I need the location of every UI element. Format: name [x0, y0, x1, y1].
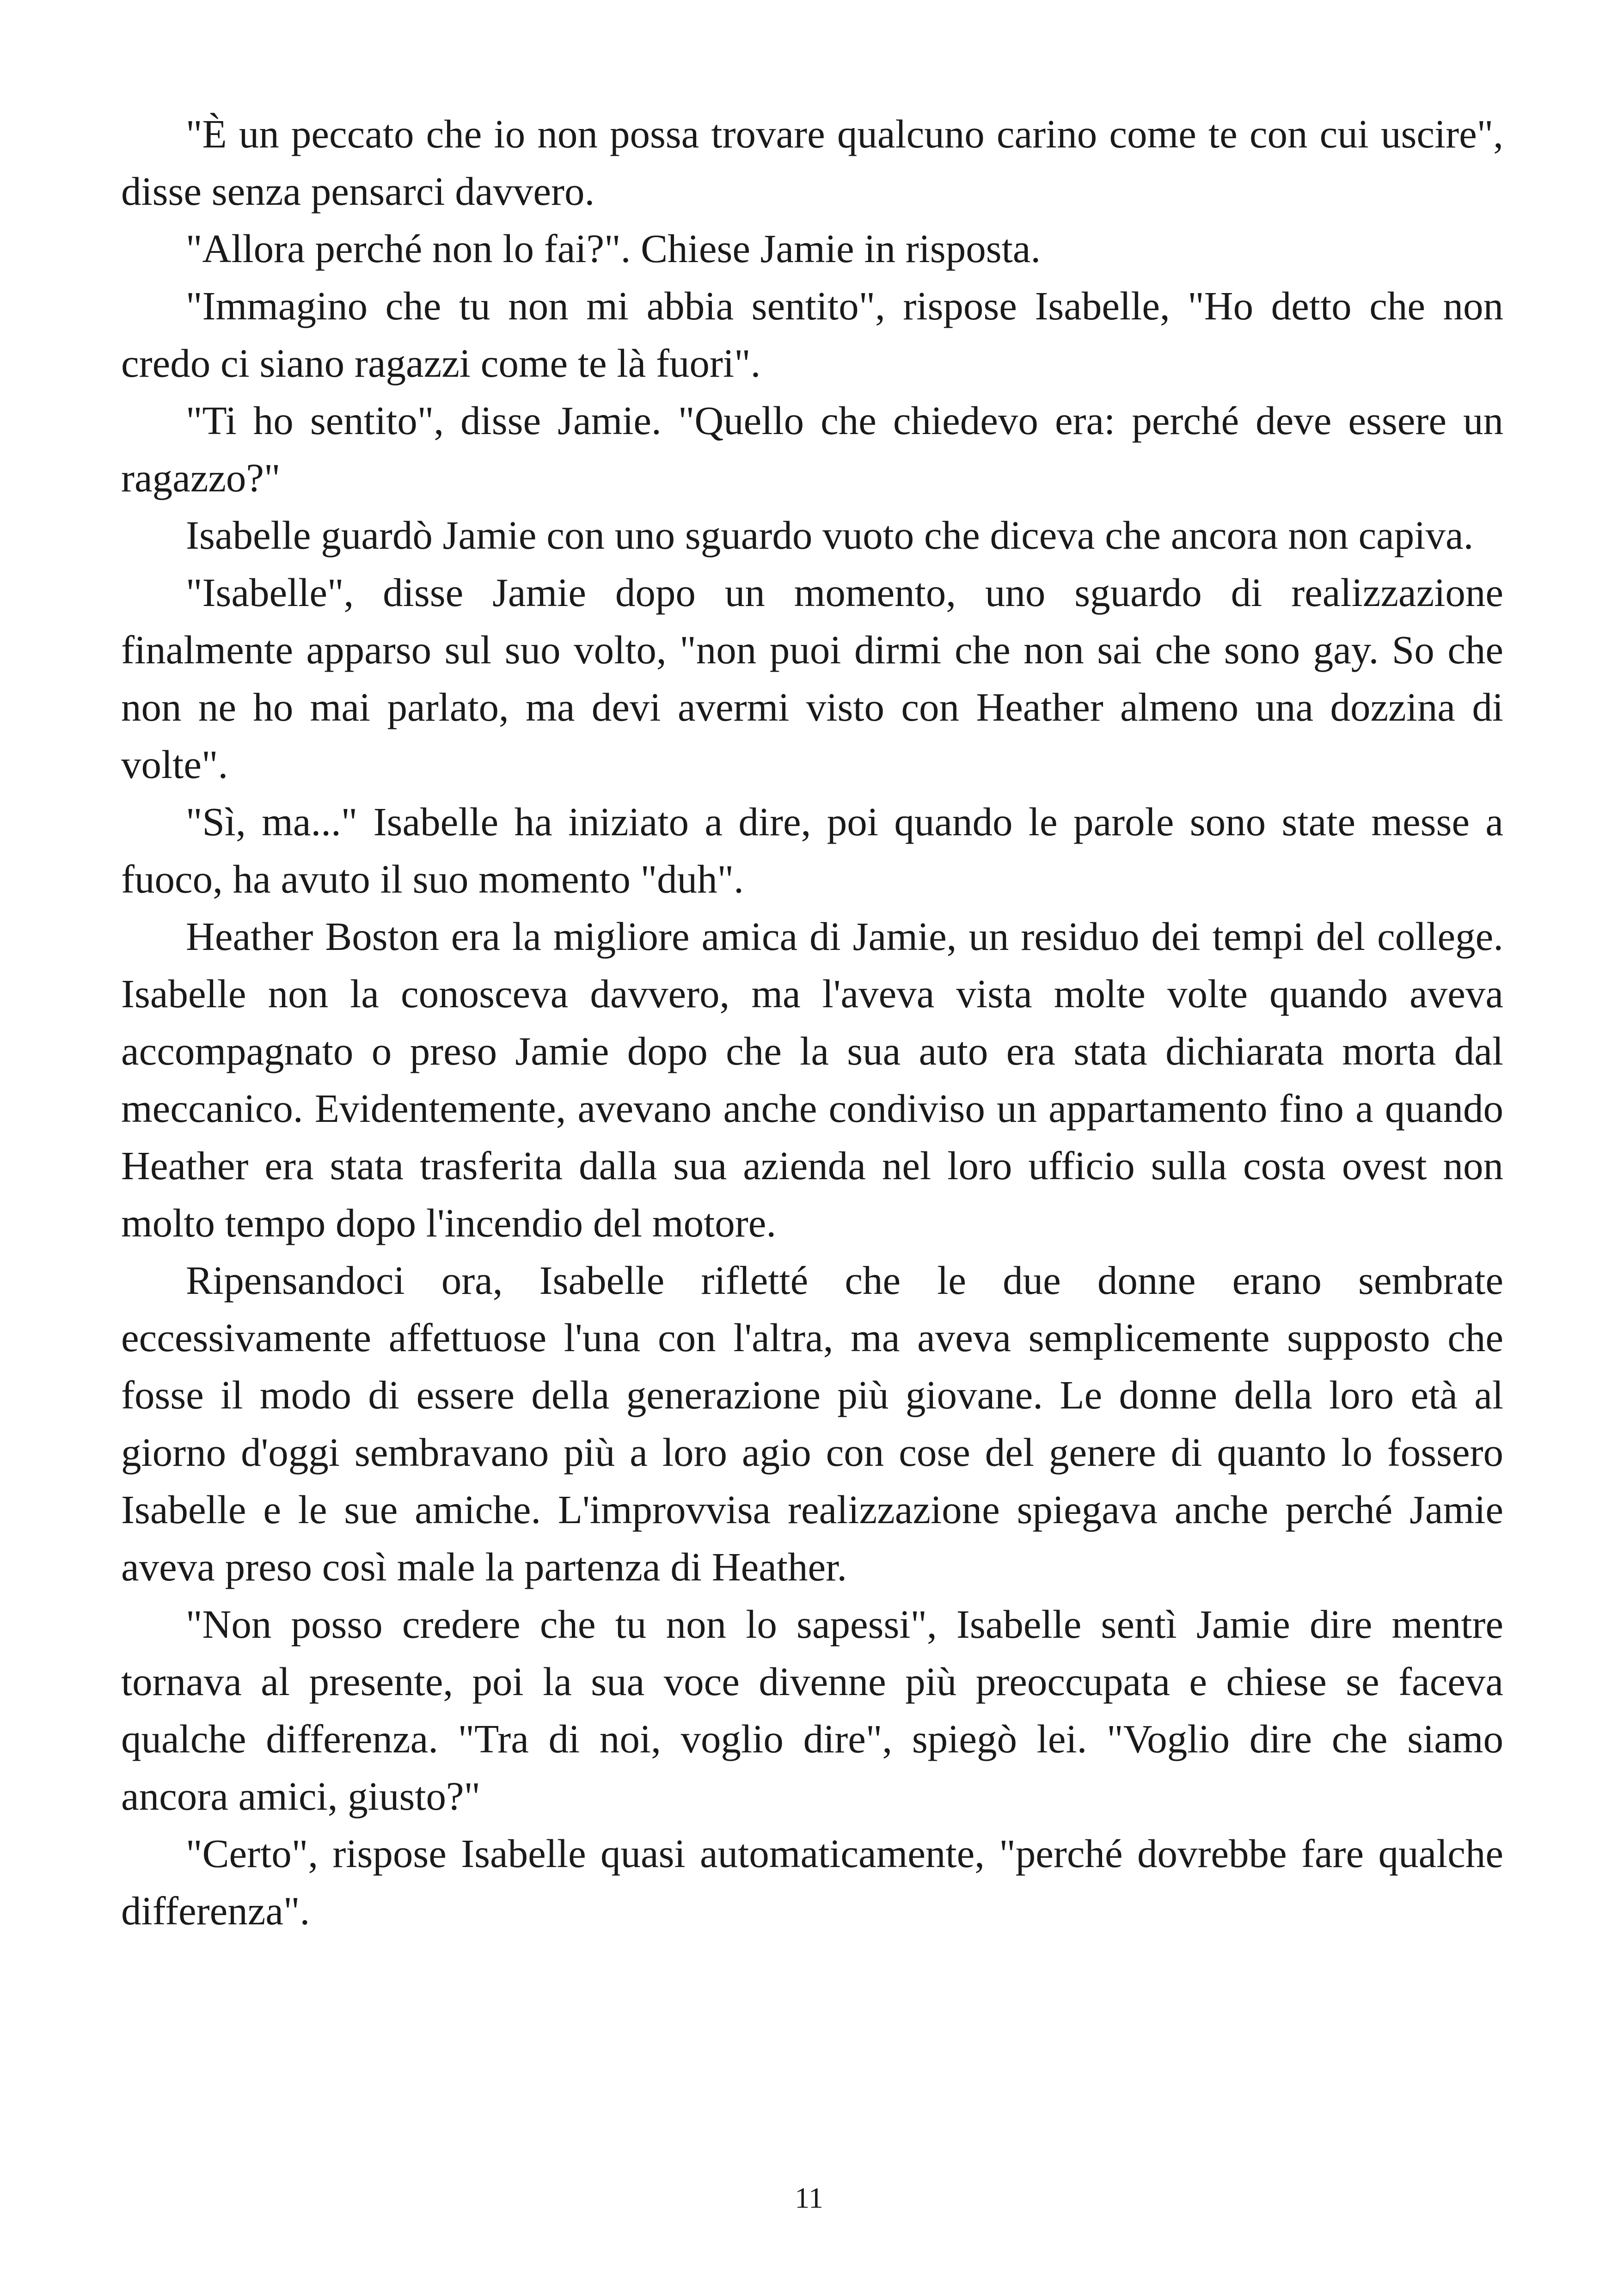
paragraph: "Ti ho sentito", disse Jamie. "Quello che chiedevo era: perché deve essere un ragazzo?" [121, 398, 1503, 500]
paragraph: Heather Boston era la migliore amica di Jamie, un residuo dei tempi del college. Isabelle non la conosceva davvero, ma l'aveva vista molte volte quando aveva accompagnato o preso Jamie dopo che la sua auto era stata dichiarata morta dal meccanico. Evidentemente, avevano anche condiviso un appartamento fino a quando Heather era stata trasferita dalla sua azienda nel loro ufficio sulla costa ovest non molto tempo dopo l'incendio del motore. [121, 914, 1503, 1245]
paragraph: "Certo", rispose Isabelle quasi automaticamente, "perché dovrebbe fare qualche differenza". [121, 1831, 1503, 1933]
page-number: 11 [795, 2181, 823, 2214]
paragraph: "Sì, ma..." Isabelle ha iniziato a dire, poi quando le parole sono state messe a fuoco, ha avuto il suo momento "duh". [121, 799, 1503, 901]
paragraph: "Non posso credere che tu non lo sapessi", Isabelle sentì Jamie dire mentre tornava al presente, poi la sua voce divenne più preoccupata e chiese se faceva qualche differenza. "Tra di noi, voglio dire", spiegò lei. "Voglio dire che siamo ancora amici, giusto?" [121, 1602, 1503, 1818]
paragraph: "Immagino che tu non mi abbia sentito", rispose Isabelle, "Ho detto che non credo ci siano ragazzi come te là fuori". [121, 283, 1503, 386]
paragraph: "Isabelle", disse Jamie dopo un momento, uno sguardo di realizzazione finalmente apparso sul suo volto, "non puoi dirmi che non sai che sono gay. So che non ne ho mai parlato, ma devi avermi visto con Heather almeno una dozzina di volte". [121, 570, 1503, 787]
paragraph: "Allora perché non lo fai?". Chiese Jamie in risposta. [186, 226, 1041, 271]
body-text [121, 105, 1503, 1940]
paragraph: Isabelle guardò Jamie con uno sguardo vuoto che diceva che ancora non capiva. [186, 513, 1474, 557]
paragraph: Ripensandoci ora, Isabelle rifletté che le due donne erano sembrate eccessivamente affettuose l'una con l'altra, ma aveva semplicemente supposto che fosse il modo di essere della generazione più giovane. Le donne della loro età al giorno d'oggi sembravano più a loro agio con cose del genere di quanto lo fossero Isabelle e le sue amiche. L'improvvisa realizzazione spiegava anche perché Jamie aveva preso così male la partenza di Heather. [121, 1258, 1503, 1589]
paragraph: "È un peccato che io non possa trovare qualcuno carino come te con cui uscire", disse senza pensarci davvero. [121, 111, 1503, 214]
